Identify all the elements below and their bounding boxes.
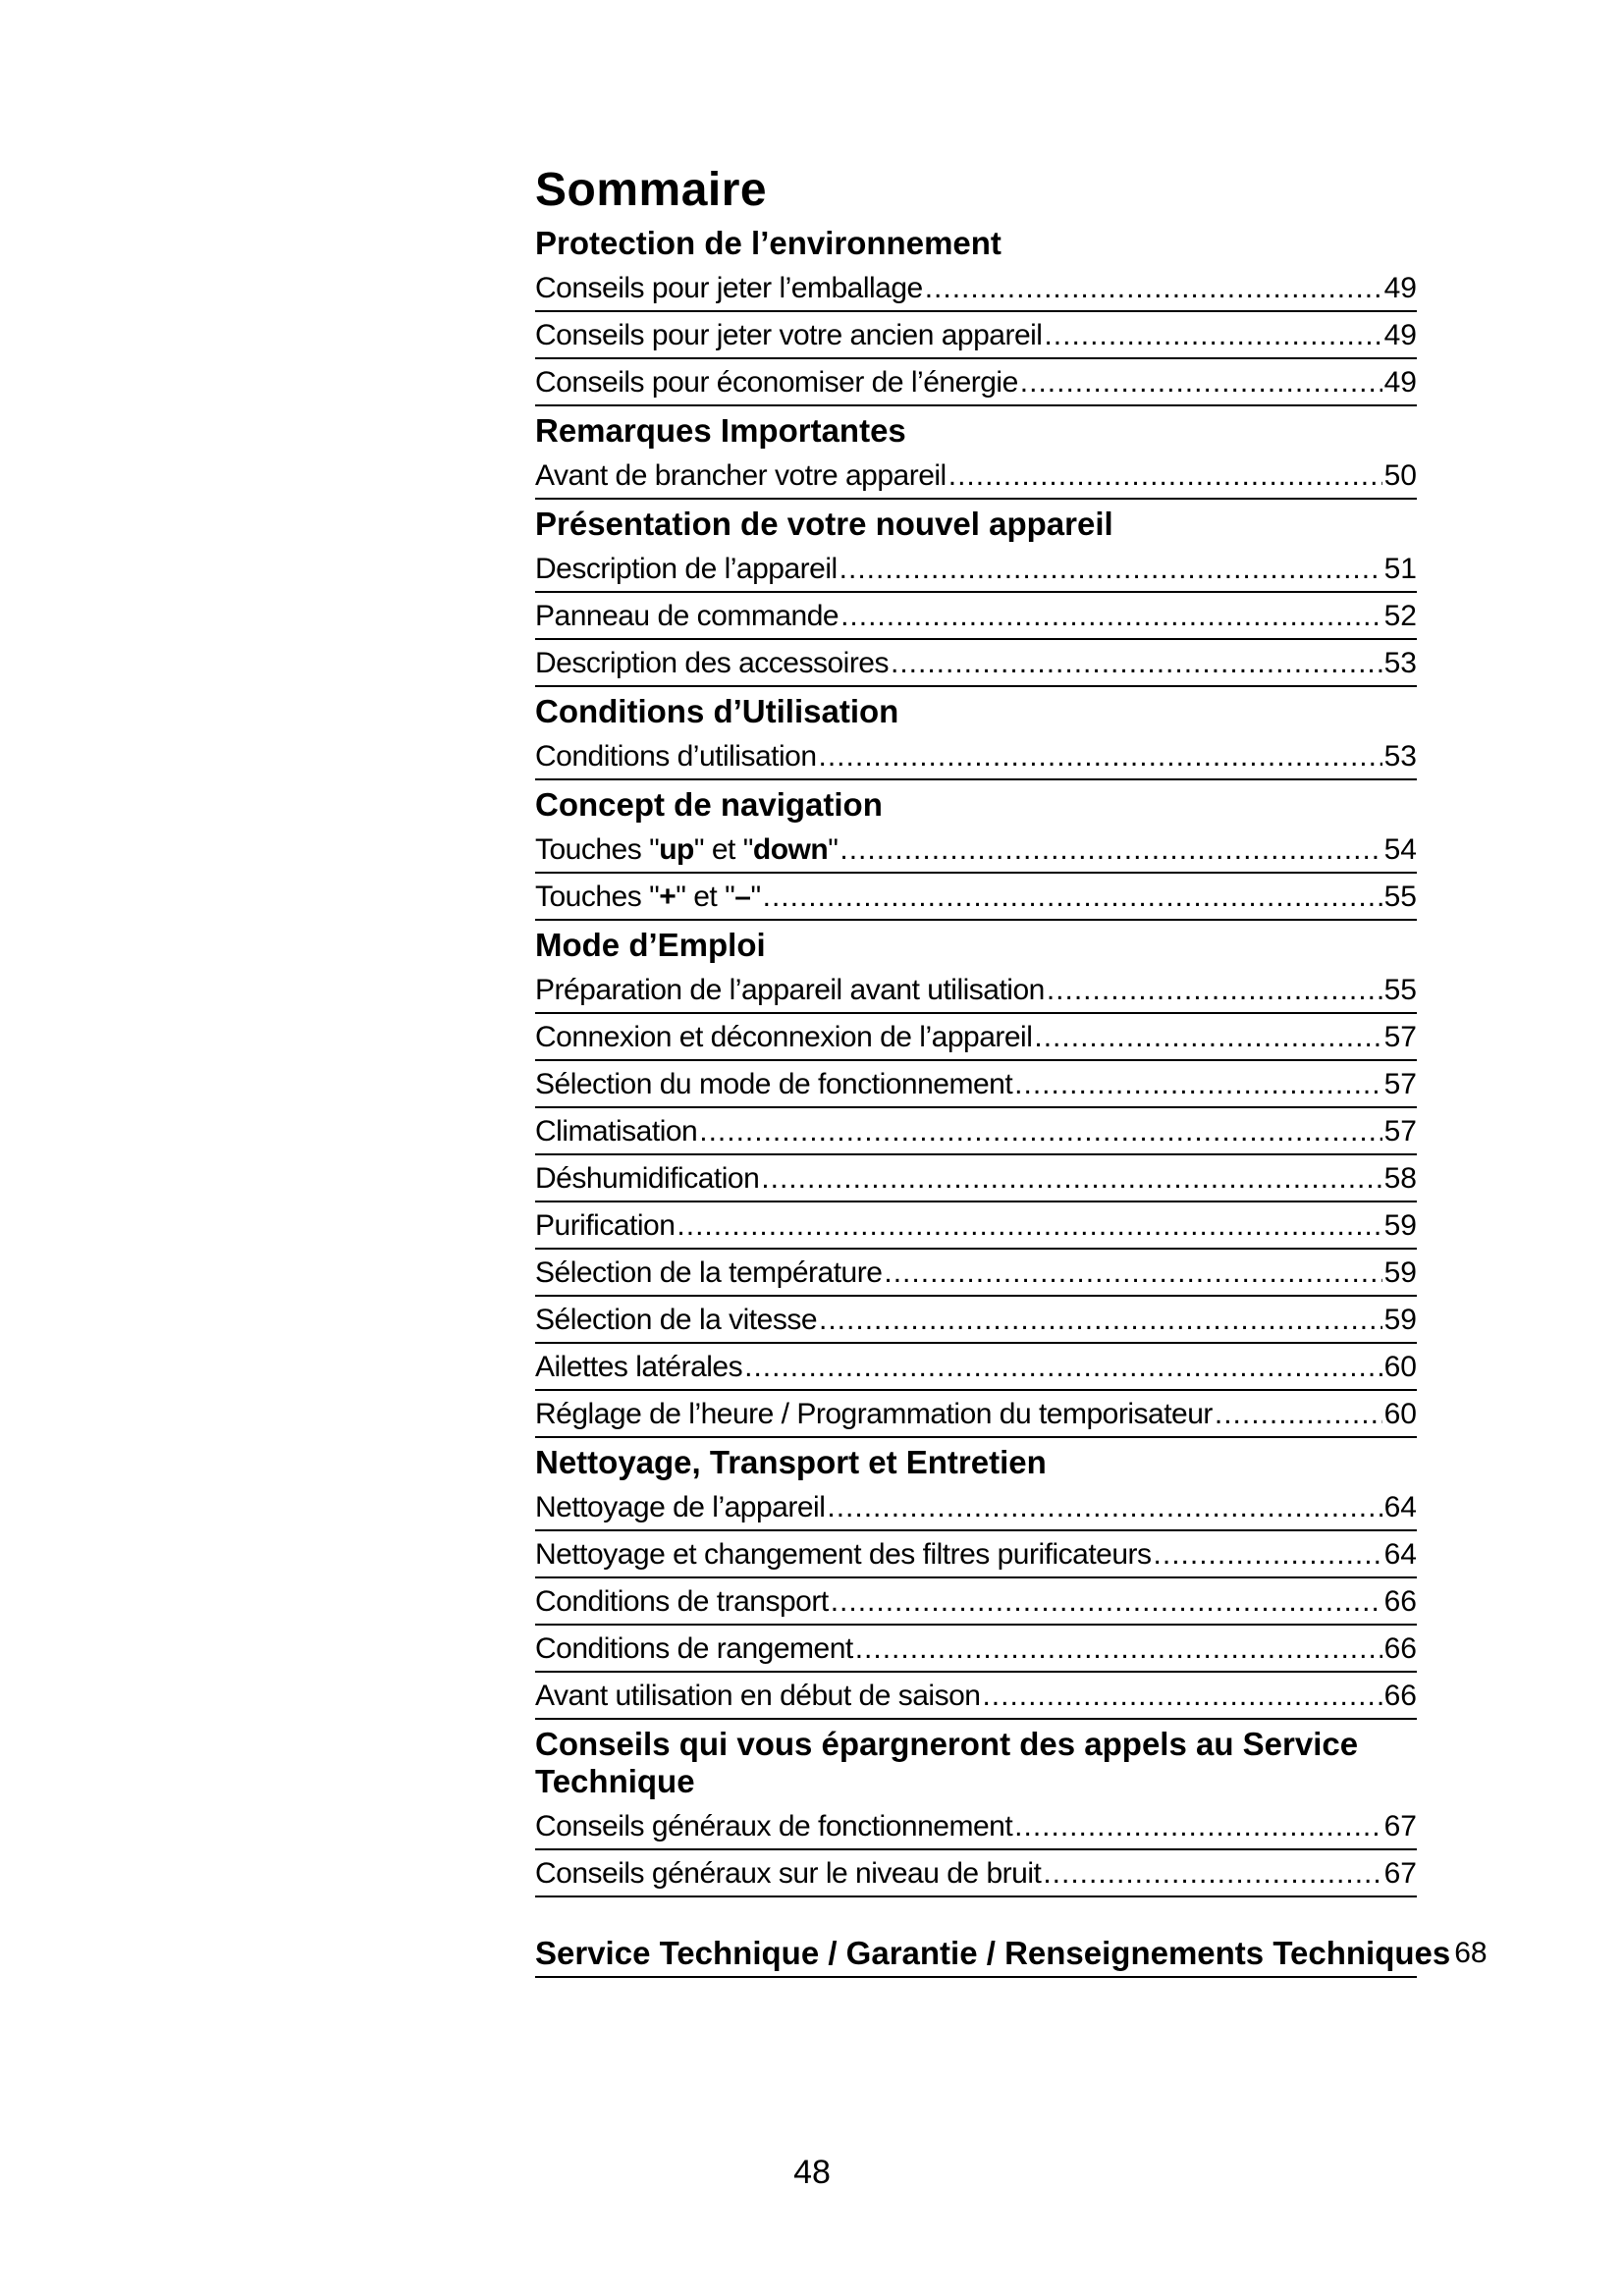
toc-entry-page: 59 [1383,1256,1417,1289]
toc-entry[interactable] [535,1155,1417,1202]
dot-leader [839,546,1382,593]
toc-entry-page: 66 [1383,1585,1417,1618]
section-heading: Protection de l’environnement [535,225,1001,261]
toc-entry[interactable] [535,1061,1417,1108]
toc-entry-page: 57 [1383,1021,1417,1053]
toc-entry[interactable] [535,733,1417,780]
toc-entry[interactable] [535,546,1417,593]
toc-entry-label: Panneau de commande [535,600,839,632]
dot-leader [1154,1531,1382,1578]
dot-leader [839,827,1381,874]
toc-entry-label: Sélection du mode de fonctionnement [535,1068,1013,1100]
dot-leader [1014,1061,1381,1108]
toc-entry-label: Déshumidification [535,1162,760,1195]
dot-leader [677,1202,1381,1250]
toc-entry-page: 64 [1383,1538,1417,1571]
toc-entry-page: 49 [1383,366,1417,399]
toc-entry[interactable] [535,312,1417,359]
label-part: Touches " [535,881,660,913]
dot-leader [1044,312,1381,359]
toc-entry-page: 67 [1383,1857,1417,1890]
toc-entry-page: 55 [1383,974,1417,1006]
toc-entry-page: 58 [1383,1162,1417,1195]
toc-entry-label: Avant de brancher votre appareil [535,459,947,492]
toc-entry-label: Description de l’appareil [535,553,838,585]
dot-leader [891,640,1382,687]
toc-entry-page: 55 [1383,881,1417,913]
toc-entry[interactable] [535,1297,1417,1344]
toc-entry-label: Nettoyage et changement des filtres purificateurs [535,1538,1152,1571]
toc-entry-page: 57 [1383,1115,1417,1148]
toc-entry-page: 50 [1383,459,1417,492]
section-heading: Présentation de votre nouvel appareil [535,506,1113,542]
toc-entry[interactable] [535,1626,1417,1673]
toc-entry-label: Conditions d’utilisation [535,740,817,773]
dot-leader [855,1626,1382,1673]
dot-leader [840,593,1382,640]
toc-entry-label: Connexion et déconnexion de l’appareil [535,1021,1033,1053]
toc-entry-label: Purification [535,1209,676,1242]
toc-entry[interactable] [535,1803,1417,1850]
toc-entry-label: Conditions de transport [535,1585,829,1618]
toc-entry-page: 67 [1383,1810,1417,1842]
toc-entry[interactable] [535,1578,1417,1626]
label-part: " et " [676,881,735,913]
down-key-label: down [752,833,829,866]
dot-leader [699,1108,1381,1155]
toc-entry-page: 59 [1383,1209,1417,1242]
toc-entry-label [535,827,838,874]
toc-entry-page: 49 [1383,319,1417,351]
toc-entry-label: Conseils généraux sur le niveau de bruit [535,1857,1042,1890]
dot-leader [1034,1014,1381,1061]
toc-entry[interactable] [535,1391,1417,1438]
section-heading: Remarques Importantes [535,412,906,449]
toc-entry-label: Conditions de rangement [535,1632,853,1665]
page-title: Sommaire [535,164,768,216]
toc-entry-label: Nettoyage de l’appareil [535,1491,826,1523]
toc-entry-page: 53 [1383,740,1417,773]
toc-entry-page: 49 [1383,272,1417,304]
minus-key-label: – [734,881,751,913]
toc-entry-label: Conseils généraux de fonctionnement [535,1810,1013,1842]
dot-leader [1215,1391,1382,1438]
toc-entry[interactable] [535,265,1417,312]
toc-entry-page: 60 [1383,1398,1417,1430]
toc-entry-page: 60 [1383,1351,1417,1383]
dot-leader [925,265,1382,312]
label-part: " [750,881,761,913]
dot-leader [763,874,1382,921]
label-part: Touches " [535,833,660,866]
dot-leader [884,1250,1381,1297]
dot-leader [831,1578,1382,1626]
toc-entry-service-technique[interactable] [535,1897,1488,1978]
label-part: " [828,833,839,866]
toc-entry[interactable] [535,967,1417,1014]
toc-entry-label: Avant utilisation en début de saison [535,1680,981,1712]
dot-leader [948,453,1382,500]
toc-entry-label: Sélection de la température [535,1256,883,1289]
toc-entry-label: Service Technique / Garantie / Renseignements Techniques [535,1935,1451,1971]
toc-entry-page: 66 [1383,1680,1417,1712]
dot-leader [827,1484,1381,1531]
table-of-contents [535,162,1488,1978]
toc-entry-page: 68 [1454,1937,1488,1969]
toc-entry-page: 59 [1383,1304,1417,1336]
toc-entry[interactable] [535,827,1417,874]
toc-entry[interactable] [535,1250,1417,1297]
toc-entry[interactable] [535,874,1417,921]
toc-entry[interactable] [535,1531,1417,1578]
toc-entry-page: 57 [1383,1068,1417,1100]
toc-entry[interactable] [535,593,1417,640]
toc-entry[interactable] [535,1344,1417,1391]
toc-entry-label: Réglage de l’heure / Programmation du temporisateur [535,1398,1213,1430]
dot-leader [819,733,1382,780]
toc-entry-label: Conseils pour économiser de l’énergie [535,366,1018,399]
toc-entry-label: Sélection de la vitesse [535,1304,818,1336]
dot-leader [982,1673,1381,1720]
dot-leader [1043,1850,1381,1897]
toc-entry[interactable] [535,359,1417,406]
toc-entry-label: Conseils pour jeter votre ancien appareil [535,319,1043,351]
label-part: " et " [693,833,753,866]
section-heading: Nettoyage, Transport et Entretien [535,1444,1047,1480]
up-key-label: up [659,833,694,866]
toc-entry[interactable] [535,640,1417,687]
section-heading: Mode d’Emploi [535,927,766,963]
toc-entry-label: Ailettes latérales [535,1351,743,1383]
toc-entry[interactable] [535,1202,1417,1250]
toc-entry[interactable] [535,1484,1417,1531]
plus-key-label: + [659,881,677,913]
toc-entry-page: 54 [1383,833,1417,866]
dot-leader [1020,359,1382,406]
toc-entry[interactable] [535,1014,1417,1061]
section-heading: Conseils qui vous épargneront des appels au Service Technique [535,1726,1359,1799]
toc-entry-page: 52 [1383,600,1417,632]
dot-leader [819,1297,1382,1344]
toc-entry-page: 53 [1383,647,1417,679]
toc-entry-label: Climatisation [535,1115,698,1148]
dot-leader [1047,967,1382,1014]
page-number: 48 [793,2154,831,2191]
toc-entry-label: Préparation de l’appareil avant utilisation [535,974,1045,1006]
toc-entry-page: 66 [1383,1632,1417,1665]
dot-leader [1014,1803,1381,1850]
toc-entry[interactable] [535,1673,1417,1720]
toc-entry-page: 51 [1383,553,1417,585]
toc-entry-label [535,874,761,921]
toc-entry-label: Description des accessoires [535,647,889,679]
section-heading: Concept de navigation [535,786,883,823]
dot-leader [744,1344,1382,1391]
toc-entry-label: Conseils pour jeter l’emballage [535,272,923,304]
toc-entry[interactable] [535,1108,1417,1155]
toc-entry-page: 64 [1383,1491,1417,1523]
dot-leader [761,1155,1381,1202]
toc-entry[interactable] [535,1850,1417,1897]
section-heading: Conditions d’Utilisation [535,693,899,729]
toc-entry[interactable] [535,453,1417,500]
